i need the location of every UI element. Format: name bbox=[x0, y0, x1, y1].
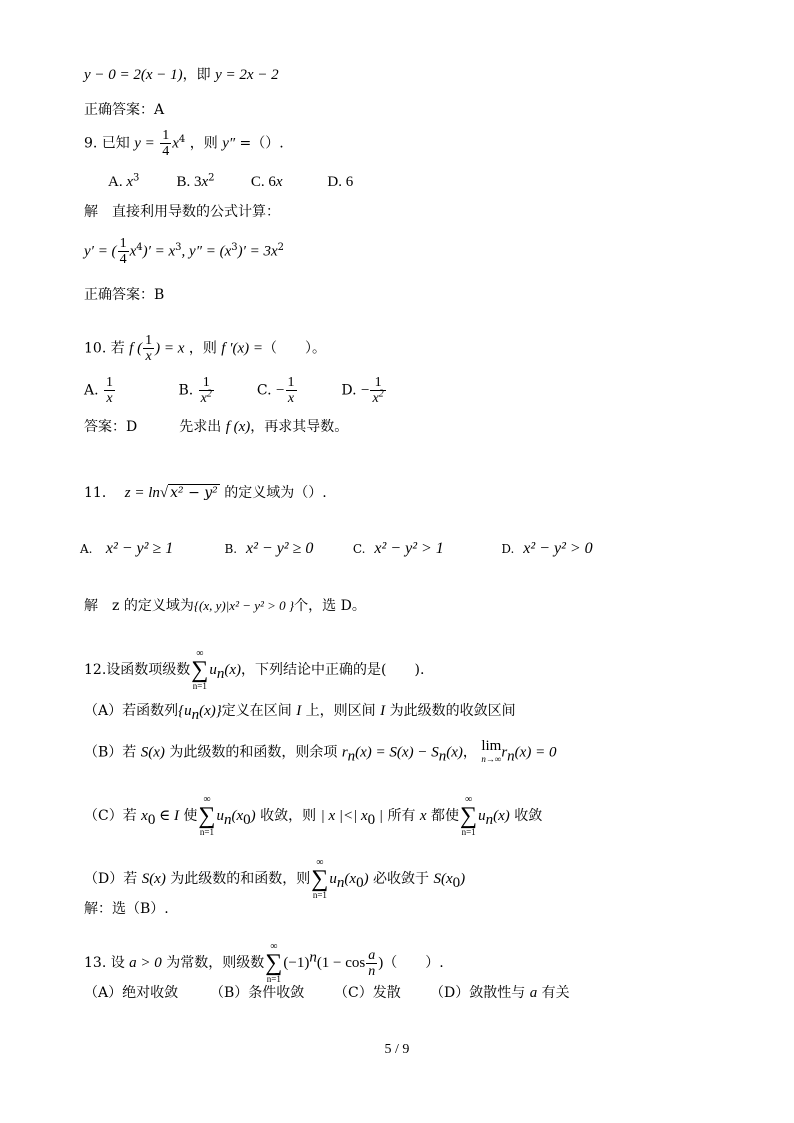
exponent: 3 bbox=[231, 241, 238, 253]
formula-part: (x)} bbox=[199, 703, 222, 719]
text: 解 z 的定义域为 bbox=[84, 598, 194, 614]
option-12c bbox=[84, 794, 542, 838]
question-10 bbox=[84, 333, 326, 364]
denominator: x bbox=[287, 391, 295, 406]
formula-part: (x) bbox=[446, 744, 463, 761]
sqrt-sign: √ bbox=[159, 485, 169, 501]
text: （C）若 bbox=[84, 808, 142, 824]
sigma: ∑ bbox=[460, 803, 478, 829]
text: 都使 bbox=[426, 808, 460, 824]
formula-part: )′ = 3x bbox=[237, 243, 278, 260]
fraction bbox=[143, 333, 154, 364]
question-text: 12.设函数项级数 bbox=[84, 662, 191, 678]
text: ，再求其导数。 bbox=[250, 419, 349, 435]
label: C. bbox=[352, 542, 366, 556]
options-9 bbox=[108, 173, 353, 191]
formula-part: ) bbox=[250, 808, 256, 824]
exponent: 2 bbox=[277, 241, 285, 253]
subscript: n bbox=[224, 811, 232, 828]
formula-part: f ′(x) = bbox=[221, 340, 263, 357]
formula-part: z = ln bbox=[124, 485, 160, 501]
var: r bbox=[341, 744, 348, 761]
numerator: 1 bbox=[145, 333, 153, 348]
subscript: 0 bbox=[452, 874, 461, 891]
option-12b bbox=[84, 740, 556, 765]
subscript: 0 bbox=[356, 874, 364, 891]
option-12d bbox=[84, 857, 465, 901]
solution-12: 解：选（B）. bbox=[84, 901, 169, 917]
limit bbox=[481, 740, 501, 765]
formula-part: x² − y² > 0 bbox=[523, 540, 593, 557]
equation: y = 2x − 2 bbox=[215, 67, 279, 83]
question-13 bbox=[84, 941, 444, 985]
subscript: n bbox=[438, 748, 447, 765]
solution-11 bbox=[84, 597, 366, 615]
formula-part: | x |<| x bbox=[320, 808, 368, 824]
text: （A）若函数列 bbox=[84, 703, 179, 719]
text: ， bbox=[462, 744, 477, 761]
summation bbox=[311, 857, 328, 901]
question-number: 11． bbox=[84, 485, 116, 501]
formula-part: (x bbox=[231, 808, 244, 824]
equation: y − 0 = 2(x − 1) bbox=[84, 67, 183, 83]
fraction bbox=[199, 375, 214, 406]
denominator: x bbox=[145, 349, 152, 364]
option-b bbox=[224, 540, 348, 558]
numerator: 1 bbox=[119, 236, 127, 251]
lim-sub: n→∞ bbox=[481, 754, 502, 764]
fraction bbox=[370, 375, 385, 406]
exponent: 2 bbox=[378, 388, 384, 400]
option-12a bbox=[84, 702, 516, 723]
text: ，即 bbox=[182, 67, 216, 83]
text: 收敛，则 bbox=[255, 808, 321, 824]
upper: ∞ bbox=[196, 648, 204, 659]
option-c bbox=[257, 375, 337, 406]
numerator: 1 bbox=[370, 375, 385, 391]
text: （ ）。 bbox=[263, 340, 326, 357]
answer-8: 正确答案：A bbox=[84, 102, 165, 118]
text: 答案：D 先求出 bbox=[84, 419, 226, 435]
page-number: 5 / 9 bbox=[384, 1042, 410, 1057]
text: ，则 bbox=[184, 340, 222, 357]
label: B. bbox=[178, 382, 194, 399]
numerator: a bbox=[368, 947, 376, 963]
text: （ ）. bbox=[383, 955, 444, 971]
sign: − bbox=[276, 382, 285, 399]
text: 必收敛于 bbox=[368, 871, 434, 887]
lower: n=1 bbox=[312, 890, 327, 900]
label: C. bbox=[256, 382, 272, 399]
formula-part: {(x, y)|x² − y² > 0 } bbox=[193, 598, 295, 613]
denominator: 4 bbox=[162, 144, 170, 159]
fraction bbox=[160, 128, 171, 159]
text: 为此级数的和函数，则余项 bbox=[164, 744, 342, 761]
question-number: 9. 已知 bbox=[84, 135, 135, 152]
text: ，下列结论中正确的是( ). bbox=[241, 662, 425, 678]
subscript: 0 bbox=[367, 811, 376, 828]
formula-part: ) bbox=[378, 955, 384, 971]
text: （D）敛散性与 bbox=[430, 985, 530, 1001]
question-number: 13. 设 bbox=[84, 955, 130, 971]
label: B. 3 bbox=[176, 174, 202, 190]
label: D. bbox=[501, 542, 515, 556]
exponent: n bbox=[309, 949, 317, 966]
option-a bbox=[108, 173, 172, 191]
denominator bbox=[370, 388, 385, 406]
numerator: 1 bbox=[106, 375, 114, 390]
formula-part: a > 0 bbox=[129, 955, 162, 971]
subscript: 0 bbox=[147, 811, 156, 828]
summation bbox=[265, 941, 282, 985]
text: =（）. bbox=[235, 135, 284, 152]
formula-part: (x bbox=[344, 871, 357, 887]
answer-10 bbox=[84, 418, 348, 436]
option-b bbox=[176, 173, 246, 191]
options-11 bbox=[80, 540, 593, 558]
var: x bbox=[126, 174, 134, 190]
var: u bbox=[209, 662, 217, 678]
denominator: x bbox=[106, 391, 113, 406]
label: C. 6 bbox=[250, 174, 276, 190]
upper: ∞ bbox=[316, 857, 324, 868]
numerator: 1 bbox=[199, 375, 214, 391]
formula-part: (−1) bbox=[283, 955, 310, 971]
formula-part: S(x) bbox=[140, 744, 165, 761]
var: I bbox=[296, 703, 302, 719]
formula-part: (x) bbox=[493, 808, 510, 824]
subscript: n bbox=[191, 706, 200, 723]
numerator: 1 bbox=[287, 375, 295, 390]
exponent: 2 bbox=[206, 388, 212, 400]
var: I bbox=[173, 808, 179, 824]
lower: n=1 bbox=[266, 974, 281, 984]
subscript: n bbox=[347, 748, 356, 765]
formula-part: (x) = 0 bbox=[514, 744, 557, 761]
option-a bbox=[84, 375, 174, 406]
formula-part: y′ = ( bbox=[84, 243, 117, 260]
lower: n=1 bbox=[192, 681, 207, 691]
text: 有关 bbox=[537, 985, 570, 1001]
option-a bbox=[80, 540, 220, 558]
var: x bbox=[201, 174, 209, 190]
label: A. bbox=[84, 382, 99, 399]
var: I bbox=[380, 703, 386, 719]
exponent: 2 bbox=[208, 172, 215, 184]
var: a bbox=[529, 985, 538, 1001]
summation bbox=[460, 794, 477, 838]
formula-part: ∈ bbox=[155, 808, 174, 824]
formula-part: (x) bbox=[224, 662, 242, 678]
upper: ∞ bbox=[465, 794, 473, 805]
question-11 bbox=[84, 484, 327, 502]
question-9 bbox=[84, 128, 284, 159]
upper: ∞ bbox=[203, 794, 211, 805]
formula-part: x² − y² > 1 bbox=[374, 540, 444, 557]
option-c bbox=[353, 540, 497, 558]
denominator bbox=[199, 388, 214, 406]
text: 所有 bbox=[383, 808, 420, 824]
options-13 bbox=[84, 984, 570, 1002]
upper: ∞ bbox=[270, 941, 278, 952]
solution-9: 解 直接利用导数的公式计算： bbox=[84, 204, 280, 220]
formula-part: x² − y² ≥ 1 bbox=[105, 540, 174, 557]
exponent: 4 bbox=[178, 133, 186, 145]
label: B. bbox=[224, 542, 238, 556]
subscript: n bbox=[336, 874, 345, 891]
formula-part: (x) = S(x) − S bbox=[355, 744, 439, 761]
exponent: 3 bbox=[175, 241, 182, 253]
radicand: x² − y² bbox=[170, 485, 218, 501]
formula-part: | bbox=[375, 808, 384, 824]
question-number: 10. 若 bbox=[84, 340, 130, 357]
text: 个，选 D。 bbox=[294, 598, 366, 614]
formula-part: f (x) bbox=[225, 419, 251, 435]
lower: n=1 bbox=[461, 827, 476, 837]
text: 收敛 bbox=[509, 808, 543, 824]
option-d bbox=[327, 173, 353, 191]
label: D. 6 bbox=[327, 174, 354, 190]
lim-word: lim bbox=[481, 738, 502, 754]
subscript: 0 bbox=[243, 811, 251, 828]
fraction bbox=[366, 948, 377, 979]
label: A. bbox=[80, 542, 93, 556]
label: A. bbox=[108, 174, 127, 190]
text: 定义在区间 bbox=[221, 703, 297, 719]
solution-9-formula bbox=[84, 236, 284, 267]
var: x bbox=[141, 808, 148, 824]
formula-part: ) bbox=[460, 871, 466, 887]
text: 为此级数的收敛区间 bbox=[385, 703, 516, 719]
text: 使 bbox=[178, 808, 198, 824]
formula-part: S(x bbox=[433, 871, 453, 887]
fraction bbox=[118, 236, 129, 267]
formula-part: (1 − cos bbox=[316, 955, 366, 971]
subscript: n bbox=[485, 811, 494, 828]
derivation-line bbox=[84, 66, 279, 84]
text: 上，则区间 bbox=[301, 703, 381, 719]
exponent: 3 bbox=[133, 172, 140, 184]
sigma: ∑ bbox=[191, 657, 209, 683]
summation bbox=[198, 794, 215, 838]
subscript: n bbox=[216, 665, 225, 682]
text: 为此级数的和函数，则 bbox=[165, 871, 311, 887]
var: x bbox=[200, 391, 207, 406]
fraction bbox=[286, 375, 297, 406]
options-10 bbox=[84, 375, 387, 406]
text: 的定义域为（）. bbox=[219, 485, 327, 501]
text: （D）若 bbox=[84, 871, 142, 887]
formula-part: ) = x bbox=[155, 340, 185, 357]
formula-part: x bbox=[129, 243, 137, 260]
option-c: （C）发散 bbox=[334, 985, 401, 1001]
answer-9: 正确答案：B bbox=[84, 287, 165, 303]
sign: − bbox=[361, 382, 370, 399]
numerator: 1 bbox=[162, 128, 170, 143]
option-b: （B）条件收敛 bbox=[210, 985, 305, 1001]
subscript: n bbox=[507, 748, 515, 765]
sigma: ∑ bbox=[265, 950, 283, 976]
option-a: （A）绝对收敛 bbox=[84, 985, 179, 1001]
var: u bbox=[478, 808, 486, 824]
text: ，则 bbox=[185, 135, 223, 152]
formula-part: , y″ = (x bbox=[181, 243, 232, 260]
var: u bbox=[329, 871, 337, 887]
var: y″ bbox=[222, 135, 236, 152]
question-12 bbox=[84, 648, 424, 692]
formula-part: x² − y² ≥ 0 bbox=[246, 540, 314, 557]
var: x bbox=[172, 135, 179, 152]
formula-part: S(x) bbox=[141, 871, 166, 887]
fraction bbox=[104, 375, 115, 406]
var: u bbox=[216, 808, 225, 824]
option-b bbox=[178, 375, 252, 406]
option-c bbox=[251, 173, 323, 191]
var: x bbox=[419, 808, 427, 824]
var: x bbox=[275, 174, 283, 190]
option-d bbox=[430, 984, 570, 1002]
label: D. bbox=[341, 382, 357, 399]
option-d bbox=[341, 375, 386, 406]
denominator: 4 bbox=[119, 252, 127, 267]
sigma: ∑ bbox=[198, 803, 216, 829]
var: x bbox=[372, 391, 379, 406]
formula-part: f ( bbox=[129, 340, 143, 357]
formula-part: ) bbox=[363, 871, 369, 887]
var: y = bbox=[134, 135, 155, 152]
text: （B）若 bbox=[84, 744, 141, 761]
denominator: n bbox=[368, 963, 376, 979]
formula-part: )′ = x bbox=[142, 243, 176, 260]
option-d bbox=[501, 540, 592, 558]
var: r bbox=[501, 744, 508, 761]
summation bbox=[191, 648, 208, 692]
sigma: ∑ bbox=[311, 866, 329, 892]
text: 为常数，则级数 bbox=[161, 955, 265, 971]
lower: n=1 bbox=[199, 827, 214, 837]
exponent: 4 bbox=[136, 241, 143, 253]
formula-part: {u bbox=[178, 703, 192, 719]
